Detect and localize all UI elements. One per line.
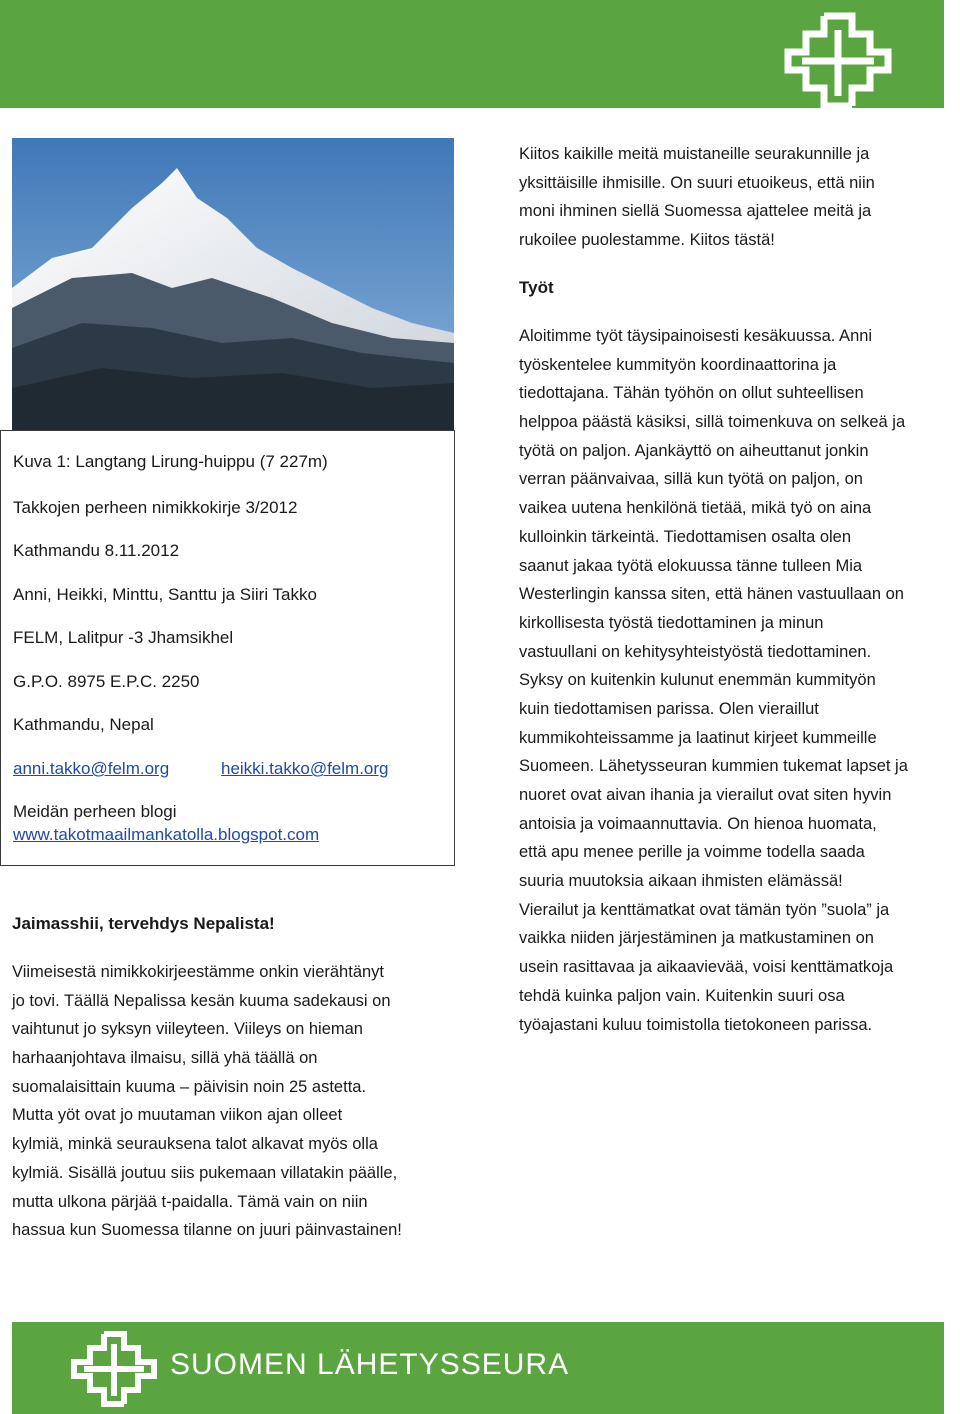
greeting-heading: Jaimasshii, tervehdys Nepalista! <box>12 914 275 933</box>
mission-cross-logo-icon <box>68 1330 160 1408</box>
text-line: Vierailut ja kenttämatkat ovat tämän työn ”suola” ja <box>519 900 890 919</box>
text-line: Mutta yöt ovat jo muutaman viikon ajan olleet <box>12 1106 343 1125</box>
text-line: usein rasittavaa ja aikaavievää, voisi kenttämatkoja <box>519 958 894 977</box>
text-line: Kiitos kaikille meitä muistaneille seurakunnille ja <box>519 145 870 163</box>
text-line: suomalaisittain kuuma – päivisin noin 25 astetta. <box>12 1077 367 1096</box>
left-body-text <box>12 958 402 1245</box>
photo-caption: Kuva 1: Langtang Lirung-huippu (7 227m) <box>13 452 328 471</box>
blog-label: Meidän perheen blogi <box>13 802 177 821</box>
work-body-text <box>519 322 908 1039</box>
text-line: vaikea uutena henkilönä tietää, mikä työ on aina <box>519 499 872 518</box>
text-line: vaikka niiden järjestäminen ja matkustaminen on <box>519 929 874 948</box>
text-line: jo tovi. Täällä Nepalissa kesän kuuma sadekausi on <box>12 991 391 1010</box>
city-country: Kathmandu, Nepal <box>13 715 154 734</box>
email-heikki-link[interactable]: heikki.takko@felm.org <box>221 759 389 778</box>
text-line: Suomeen. Lähetysseuran kummien tukemat lapset ja <box>519 757 908 776</box>
text-line: harhaanjohtava ilmaisu, sillä yhä täällä on <box>12 1049 318 1068</box>
po-box: G.P.O. 8975 E.P.C. 2250 <box>13 672 200 691</box>
langtang-lirung-image <box>12 138 454 430</box>
text-line: Aloitimme työt täysipainoisesti kesäkuussa. Anni <box>519 327 873 345</box>
text-line: kirkollisesta työstä tiedottaminen ja minun <box>519 613 824 632</box>
text-line: työskentelee kummityön koordinaattorina ja <box>519 355 837 374</box>
text-line: hassua kun Suomessa tilanne on juuri päinvastainen! <box>12 1221 402 1240</box>
mission-cross-logo-icon <box>768 12 908 108</box>
text-line: kylmiä. Sisällä joutuu siis pukemaan villatakin päälle, <box>12 1163 398 1182</box>
blog-url-link[interactable]: www.takotmaailmankatolla.blogspot.com <box>13 825 320 844</box>
letter-title: Takkojen perheen nimikkokirje 3/2012 <box>13 498 298 517</box>
text-line: työajastani kuluu toimistolla tietokoneen parissa. <box>519 1015 873 1034</box>
family-names: Anni, Heikki, Minttu, Santtu ja Siiri Takko <box>13 585 317 604</box>
text-line: tiedottajana. Tähän työhön on ollut suhteellisen <box>519 384 864 403</box>
text-line: tehdä kuinka paljon vain. Kuitenkin suuri osa <box>519 986 845 1005</box>
text-line: kummikohteissamme ja laatinut kirjeet kummeille <box>519 728 877 747</box>
text-line: vaihtunut jo syksyn viileyteen. Viileys on hieman <box>12 1020 363 1039</box>
text-line: Viimeisestä nimikkokirjeestämme onkin vierähtänyt <box>12 963 385 981</box>
header-band <box>0 0 944 108</box>
thanks-text <box>519 140 875 255</box>
work-heading: Työt <box>519 278 554 297</box>
mountain-photo <box>12 138 454 430</box>
letter-date: Kathmandu 8.11.2012 <box>13 541 180 560</box>
text-line: mutta ulkona pärjää t-paidalla. Tämä vain on niin <box>12 1192 368 1211</box>
text-line: yksittäisille ihmisille. On suuri etuoikeus, että niin <box>519 173 875 192</box>
text-line: rukoilee puolestamme. Kiitos tästä! <box>519 231 775 250</box>
text-line: kuin tiedottamisen parissa. Olen vieraillut <box>519 699 819 718</box>
text-line: kulloinkin tärkeintä. Tiedottamisen osalta olen <box>519 527 852 546</box>
text-line: moni ihminen siellä Suomessa ajattelee meitä ja <box>519 202 872 221</box>
text-line: antoisia ja voimaannuttavia. On hienoa huomata, <box>519 814 877 833</box>
text-line: suuria muutoksia aikaan ihmisten elämässä! <box>519 872 843 891</box>
email-anni-link[interactable]: anni.takko@felm.org <box>13 759 170 778</box>
text-line: työtä on paljon. Ajankäyttö on aiheuttanut jonkin <box>519 441 869 460</box>
text-line: Westerlingin kanssa siten, että hänen vastuullaan on <box>519 585 904 604</box>
text-line: saanut jakaa työtä elokuussa tänne tulleen Mia <box>519 556 863 575</box>
text-line: helppoa päästä käsiksi, sillä toimenkuva on selkeä ja <box>519 413 906 432</box>
text-line: vastuullani on kehitysyhteistyöstä tiedottaminen. <box>519 642 872 661</box>
organization-address: FELM, Lalitpur -3 Jhamsikhel <box>13 628 234 647</box>
text-line: että apu menee perille ja voimme todella saada <box>519 843 865 862</box>
text-line: nuoret ovat aivan ihania ja vierailut ovat siten hyvin <box>519 786 892 804</box>
contact-info-box <box>0 430 455 866</box>
footer-band <box>12 1322 944 1414</box>
text-line: kylmiä, minkä seurauksena talot alkavat myös olla <box>12 1135 378 1154</box>
text-line: Syksy on kuitenkin kulunut enemmän kummityön <box>519 671 876 690</box>
brand-name: SUOMEN LÄHETYSSEURA <box>170 1348 570 1381</box>
text-line: verran päänvaivaa, sillä kun työtä on paljon, on <box>519 470 863 489</box>
